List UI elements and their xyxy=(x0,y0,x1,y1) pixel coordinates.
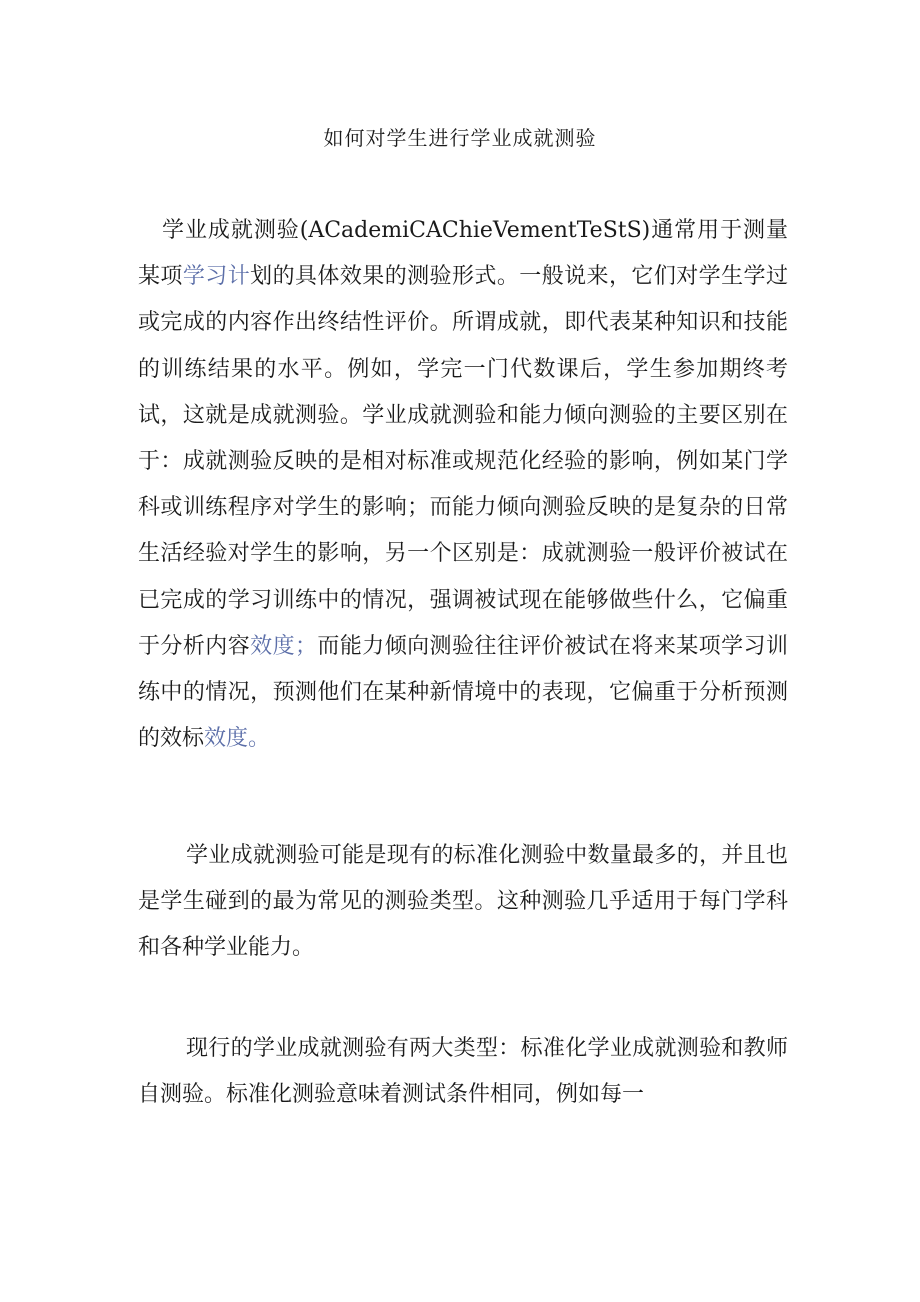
paragraph-1-text-c: 而能力倾向测验往往评价被试在将来某项学习训练中的情况，预测他们在某种新情境中的表现，它偏重于分析预测的效标 xyxy=(138,633,788,752)
paragraph-1-text-a: 学业成就测验(ACademiCAChieVementTeStS)通常用于测量某项 xyxy=(138,218,788,290)
paragraph-1 xyxy=(138,208,788,762)
document-title: 如何对学生进行学业成就测验 xyxy=(323,126,597,150)
paragraph-2: 学业成就测验可能是现有的标准化测验中数量最多的，并且也是学生碰到的最为常见的测验类型。这种测验几乎适用于每门学科和各种学业能力。 xyxy=(138,843,788,961)
paragraph-3: 现行的学业成就测验有两大类型：标准化学业成就测验和教师自测验。标准化测验意味着测试条件相同，例如每一 xyxy=(138,1036,788,1108)
paragraph-1-text-b: 划的具体效果的测验形式。一般说来，它们对学生学过或完成的内容作出终结性评价。所谓成就，即代表某种知识和技能的训练结果的水平。例如，学完一门代数课后，学生参加期终考试，这就是成就测验。学业成就测验和能力倾向测验的主要区别在于：成就测验反映的是相对标准或规范化经验的影响，例如某门学科或训练程序对学生的影响；而能力倾向测验反映的是复杂的日常生活经验对学生的影响，另一个区别是：成就测验一般评价被试在已完成的学习训练中的情况，强调被试现在能够做些什么，它偏重于分析内容 xyxy=(138,264,788,659)
link-learning-plan[interactable]: 学习计 xyxy=(182,264,251,290)
link-validity-1[interactable]: 效度； xyxy=(250,633,317,659)
link-validity-2[interactable]: 效度。 xyxy=(204,726,271,752)
